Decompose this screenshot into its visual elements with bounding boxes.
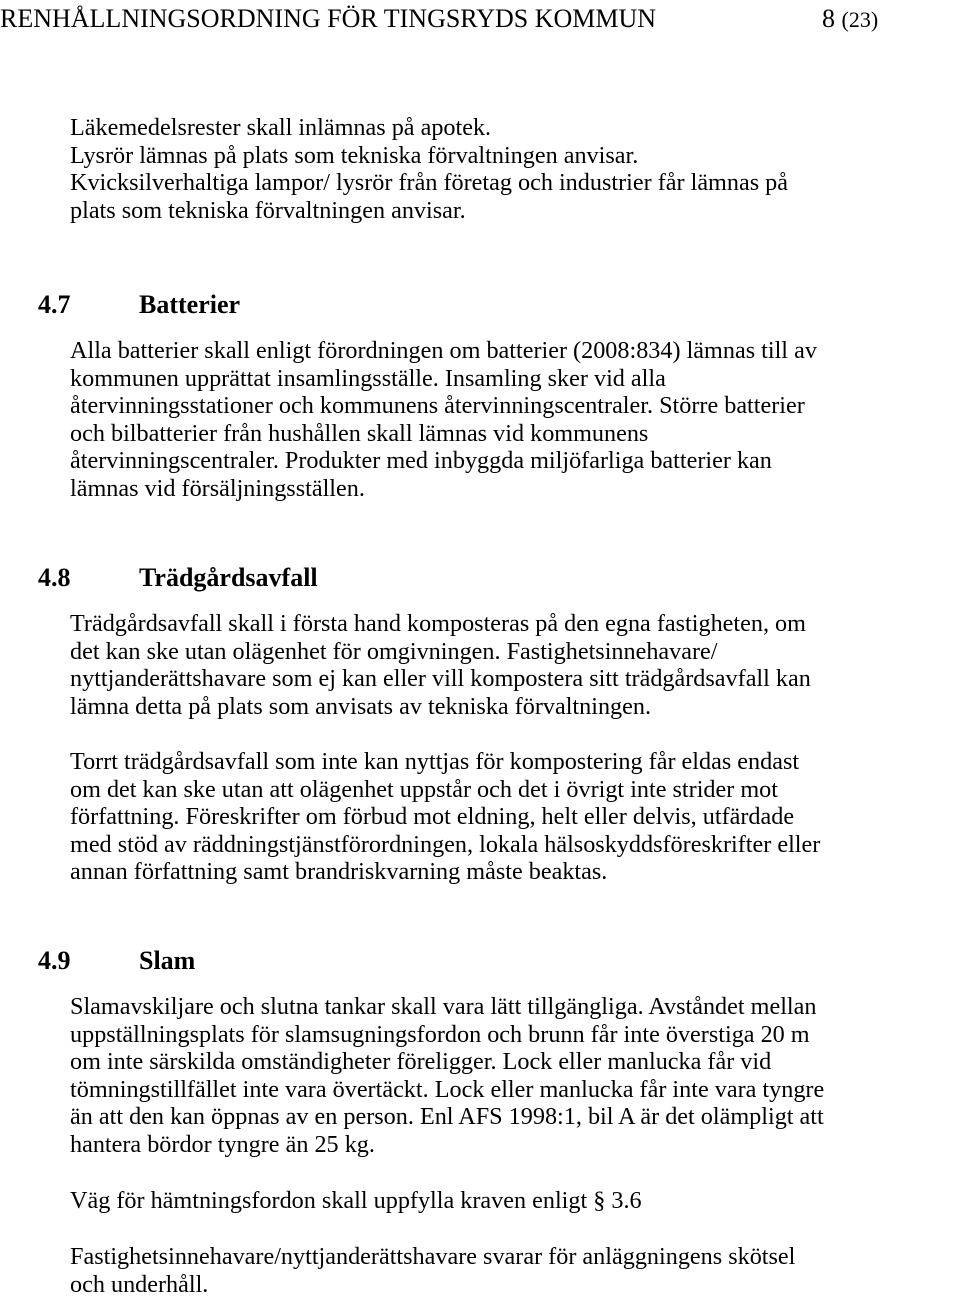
section-title: Slam (139, 946, 196, 975)
text-line: tömningstillfället inte vara övertäckt. Lock eller manlucka får inte vara tyngre (70, 1075, 825, 1103)
section-title: Trädgårdsavfall (139, 563, 318, 592)
text-line: nyttjanderättshavare som ej kan eller vill kompostera sitt trädgårdsavfall kan (70, 665, 811, 692)
text-line: kommunen upprättat insamlingsställe. Insamling sker vid alla (70, 364, 666, 392)
section-4-7-paragraph (70, 337, 960, 502)
text-line: med stöd av räddningstjänstförordningen, lokala hälsoskyddsföreskrifter eller (70, 830, 821, 858)
text-line: hantera bördor tyngre än 25 kg. (70, 1130, 375, 1158)
text-line: lämnas vid försäljningsställen. (70, 474, 365, 502)
text-line: det kan ske utan olägenhet för omgivningen. Fastighetsinnehavare/ (70, 637, 718, 665)
text-line: återvinningsstationer och kommunens återvinningscentraler. Större batterier (70, 392, 805, 419)
page-header (0, 4, 879, 34)
text-line: Trädgårdsavfall skall i första hand komposteras på den egna fastigheten, om (70, 610, 806, 637)
section-title: Batterier (139, 290, 241, 319)
text-line: Läkemedelsrester skall inlämnas på apotek. (70, 114, 492, 141)
text-line: plats som tekniska förvaltningen anvisar. (70, 196, 466, 224)
document-title: RENHÅLLNINGSORDNING FÖR TINGSRYDS KOMMUN (0, 4, 657, 33)
text-line: annan författning samt brandriskvarning måste beaktas. (70, 858, 608, 885)
text-line: än att den kan öppnas av en person. Enl AFS 1998:1, bil A är det olämpligt att (70, 1103, 824, 1130)
text-line: och underhåll. (70, 1270, 209, 1298)
text-line: Fastighetsinnehavare/nyttjanderättshavare svarar för anläggningens skötsel (70, 1243, 796, 1270)
section-number: 4.7 (38, 290, 71, 319)
text-line: om inte särskilda omständigheter föreligger. Lock eller manlucka får vid (70, 1048, 772, 1075)
text-line: lämna detta på plats som anvisats av tekniska förvaltningen. (70, 692, 652, 720)
page-current: 8 (822, 4, 835, 33)
text-line: och bilbatterier från hushållen skall lämnas vid kommunens (70, 419, 649, 447)
text-line: om det kan ske utan att olägenhet uppstår och det i övrigt inte strider mot (70, 775, 778, 803)
text-line: uppställningsplats för slamsugningsfordon och brunn får inte överstiga 20 m (70, 1020, 810, 1048)
section-4-9-paragraph-1 (70, 993, 960, 1158)
text-line: Lysrör lämnas på plats som tekniska förvaltningen anvisar. (70, 141, 639, 169)
section-4-9-paragraph-3 (70, 1243, 960, 1298)
text-line: återvinningscentraler. Produkter med inbyggda miljöfarliga batterier kan (70, 447, 772, 474)
text-line: författning. Föreskrifter om förbud mot eldning, helt eller delvis, utfärdade (70, 803, 795, 830)
section-heading-4-8 (38, 563, 318, 593)
section-4-8-paragraph-2 (70, 748, 960, 886)
page-total: (23) (841, 7, 879, 32)
section-4-9-paragraph-2 (70, 1187, 960, 1215)
text-line: Slamavskiljare och slutna tankar skall vara lätt tillgängliga. Avståndet mellan (70, 993, 817, 1020)
text-line: Torrt trädgårdsavfall som inte kan nyttjas för kompostering får eldas endast (70, 748, 800, 775)
section-heading-4-9 (38, 946, 195, 976)
section-heading-4-7 (38, 290, 240, 320)
section-number: 4.9 (38, 946, 71, 975)
section-4-8-paragraph-1 (70, 610, 960, 720)
section-number: 4.8 (38, 563, 71, 592)
intro-paragraph (70, 114, 960, 224)
text-line: Väg för hämtningsfordon skall uppfylla kraven enligt § 3.6 (70, 1187, 642, 1214)
text-line: Kvicksilverhaltiga lampor/ lysrör från företag och industrier får lämnas på (70, 169, 788, 196)
page-number (822, 4, 878, 35)
text-line: Alla batterier skall enligt förordningen om batterier (2008:834) lämnas till av (70, 337, 817, 364)
